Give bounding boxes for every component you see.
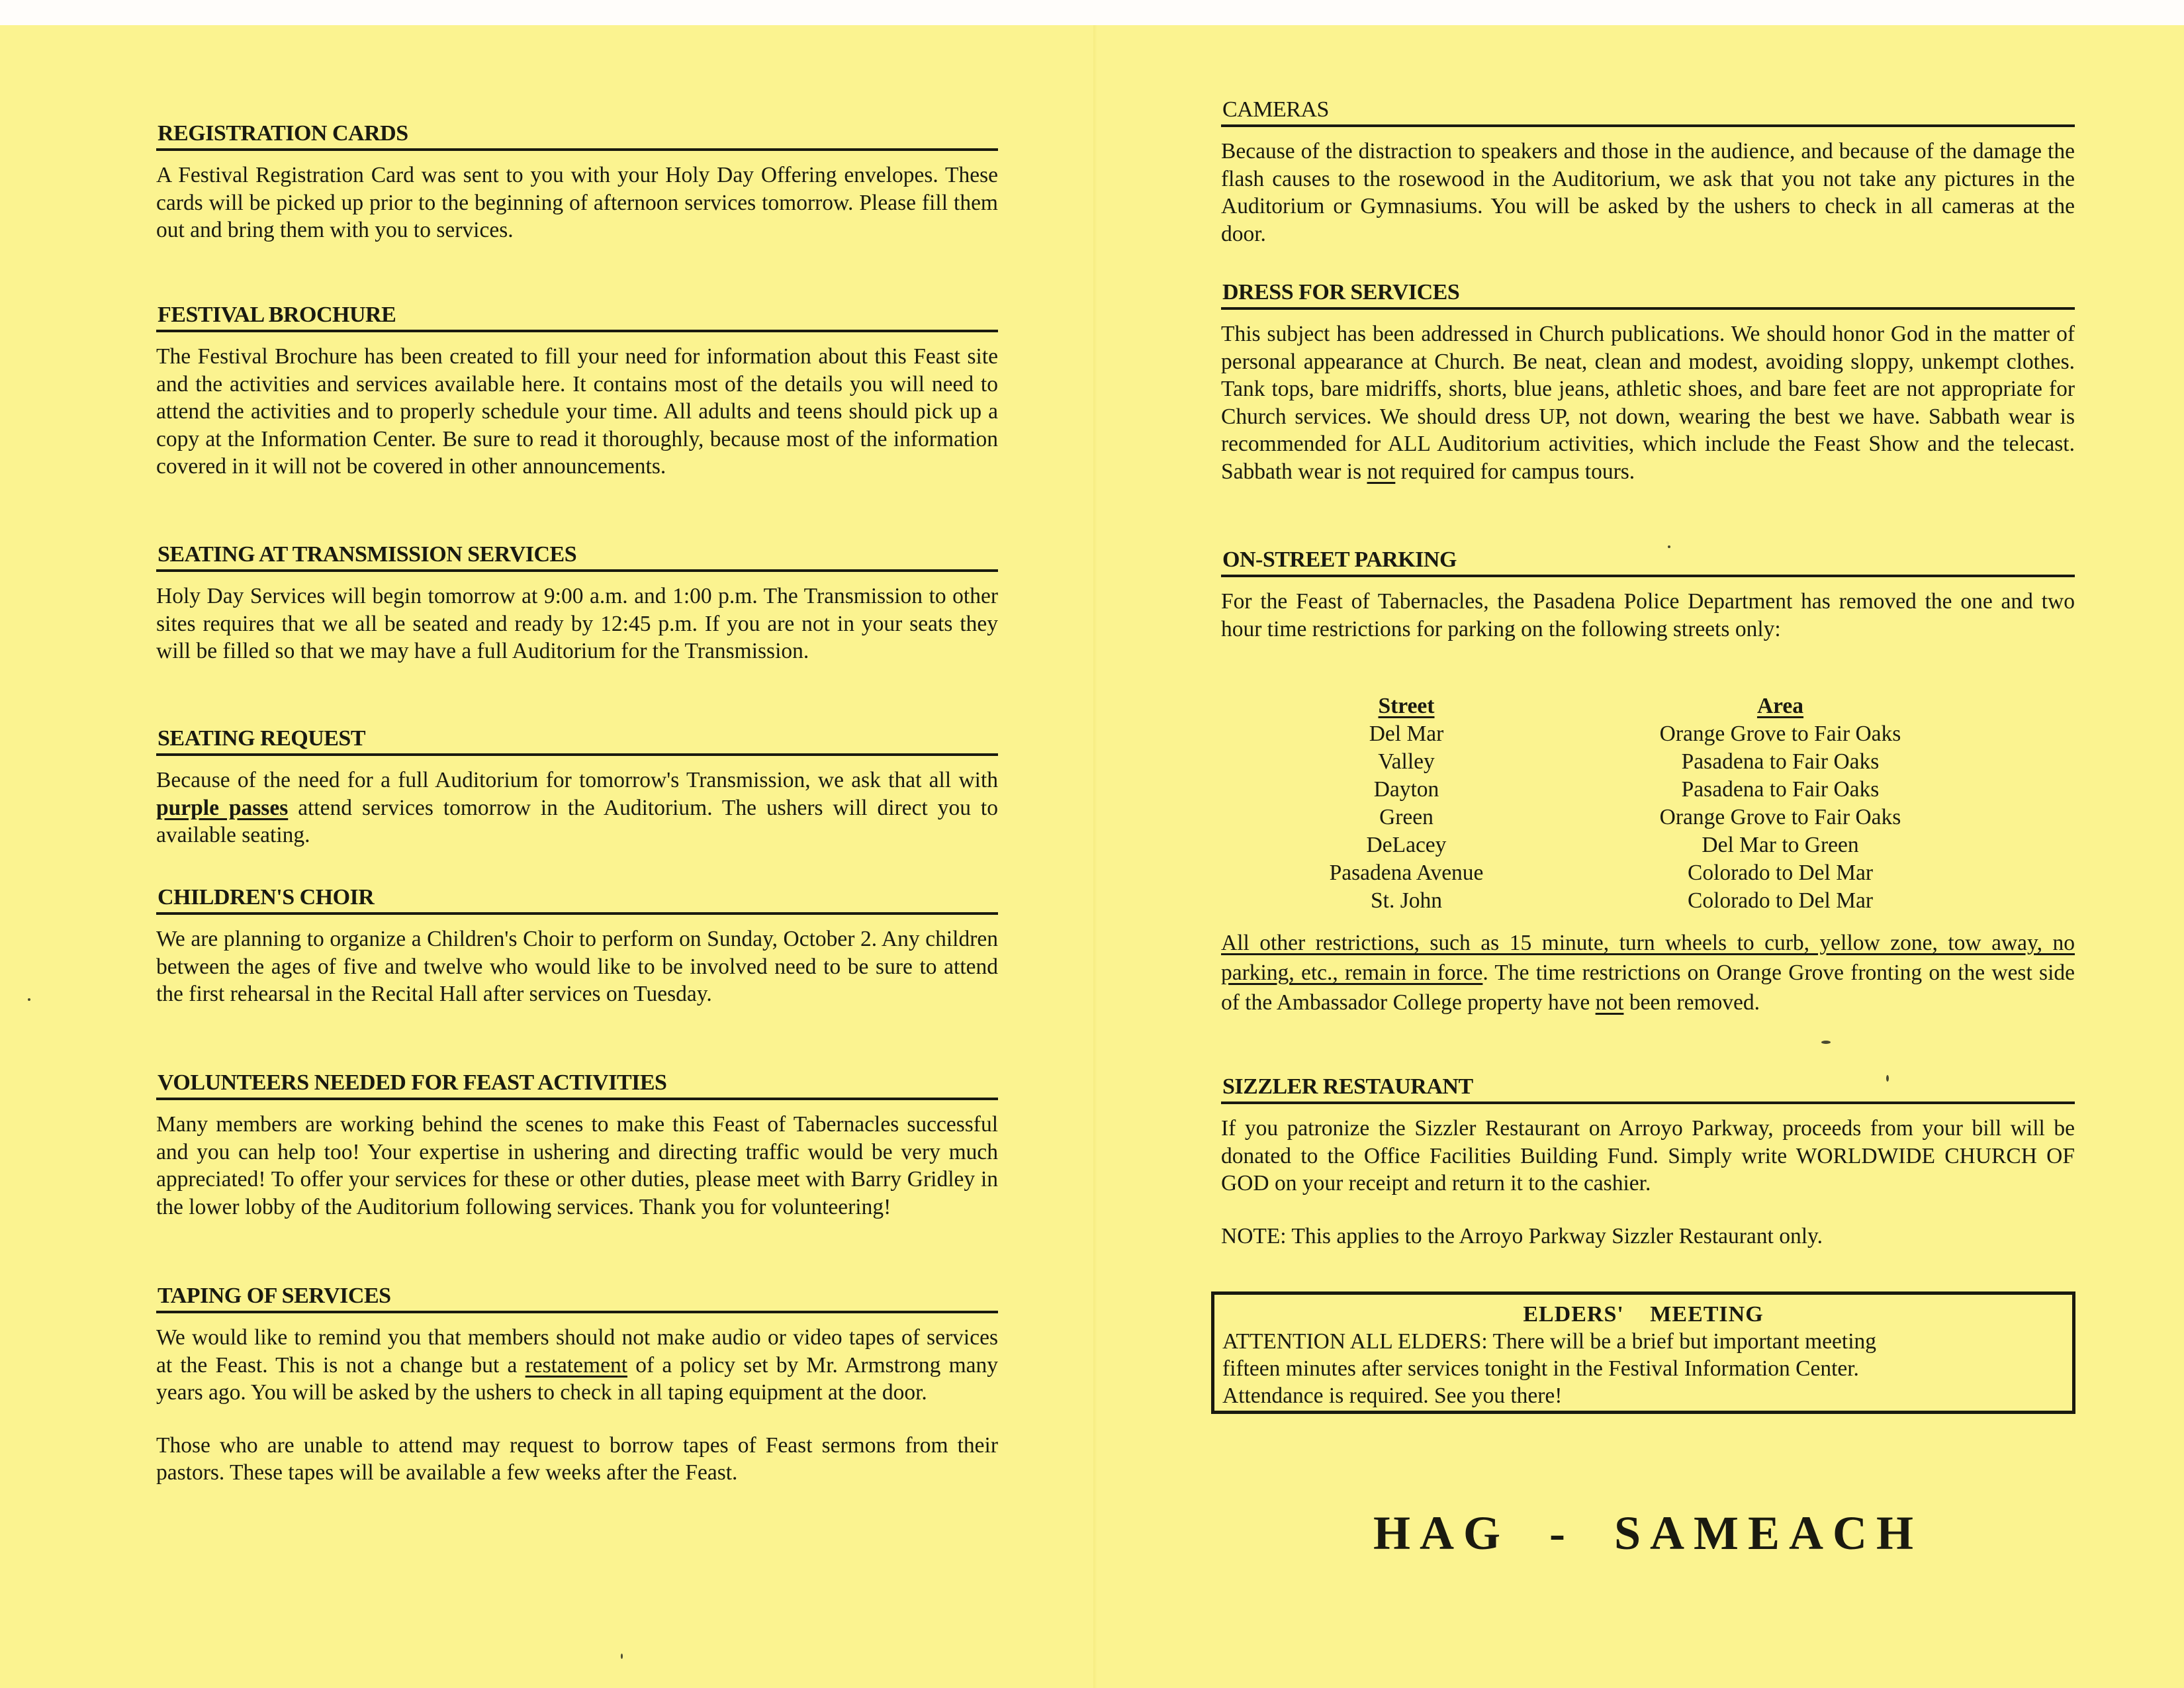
section-cameras (1221, 97, 2075, 248)
section-on-street-parking (1221, 547, 2075, 643)
purple-passes-emphasis: purple passes (156, 795, 289, 820)
area-cell: Orange Grove to Fair Oaks (1659, 722, 1901, 746)
table-row (1221, 831, 2075, 859)
section-body: For the Feast of Tabernacles, the Pasadena Police Department has removed the one and two hour time restrictions for parking on the following streets only: (1221, 589, 2075, 641)
section-childrens-choir (156, 884, 998, 1008)
area-cell: Del Mar to Green (1702, 833, 1859, 857)
section-heading: TAPING OF SERVICES (156, 1283, 998, 1313)
section-parking-restrictions (1221, 928, 2075, 1017)
elders-line-1: ATTENTION ALL ELDERS: There will be a brief but important meeting (1222, 1329, 1877, 1354)
elders-line-2: fifteen minutes after services tonight in the Festival Information Center. (1222, 1356, 1859, 1381)
section-volunteers (156, 1070, 998, 1221)
restrictions-text: All other restrictions, such as 15 minute, turn wheels to curb, yellow zone, tow away, no parking, etc., remain in force. The time restrictions on Orange Grove fronting on the west side of the Ambassador College property have not been removed. (1221, 931, 2075, 1015)
section-body: This subject has been addressed in Church publications. We should honor God in the matter of personal appearance at Church. Be neat, clean and modest, avoiding sloppy, unkempt clothes. Tank tops, bare midriffs, shorts, blue jeans, athletic shoes, and bare feet are not appropriate for Church services. We should dress UP, not down, wearing the best we have. Sabbath wear is recommended for ALL Auditorium activities, which include the Feast Show and the telecast. Sabbath wear is not required for campus tours. (1221, 322, 2075, 484)
restrictions-underlined: All other restrictions, such as 15 minute, turn wheels to curb, yellow zone, tow away, no parking, etc., remain in force (1221, 931, 2075, 985)
section-heading: SIZZLER RESTAURANT (1221, 1074, 2075, 1104)
paper-speck (621, 1654, 623, 1659)
paper-speck (1886, 1075, 1889, 1082)
restatement-emphasis: restatement (525, 1352, 628, 1378)
table-row (1221, 804, 2075, 831)
section-body: We are planning to organize a Children's Choir to perform on Sunday, October 2. Any children between the ages of five and twelve who would like to be involved need to be sure to attend the first rehearsal in the Recital Hall after services on Tuesday. (156, 927, 998, 1006)
table-row (1221, 887, 2075, 915)
section-heading: CHILDREN'S CHOIR (156, 884, 998, 915)
section-seating-request (156, 726, 998, 849)
section-heading: SEATING AT TRANSMISSION SERVICES (156, 541, 998, 572)
page-fold (1093, 25, 1097, 1688)
street-cell: Dayton (1373, 777, 1439, 802)
not-emphasis: not (1367, 459, 1396, 484)
section-body: Because of the distraction to speakers and those in the audience, and because of the damage the flash causes to the rosewood in the Auditorium, we ask that you not take any pictures in the Auditorium or Gymnasiums. You will be asked by the ushers to check in all cameras at the door. (1221, 139, 2075, 246)
section-heading: CAMERAS (1221, 97, 2075, 127)
street-cell: Pasadena Avenue (1329, 861, 1484, 885)
section-heading: VOLUNTEERS NEEDED FOR FEAST ACTIVITIES (156, 1070, 998, 1100)
table-row (1221, 748, 2075, 776)
section-heading: FESTIVAL BROCHURE (156, 302, 998, 332)
table-row (1221, 720, 2075, 748)
section-festival-brochure (156, 302, 998, 481)
section-heading: SEATING REQUEST (156, 726, 998, 756)
section-dress (1221, 279, 2075, 485)
section-body: Many members are working behind the scenes to make this Feast of Tabernacles successful and you can help too! Your expertise in ushering and directing traffic would be very much appreciated! To offer your services for these or other duties, please meet with Barry Gridley in the lower lobby of the Auditorium following services. Thank you for volunteering! (156, 1112, 998, 1219)
section-seating-transmission (156, 541, 998, 665)
section-sizzler (1221, 1074, 2075, 1250)
section-heading: REGISTRATION CARDS (156, 120, 998, 151)
not-removed-emphasis: not (1595, 990, 1624, 1015)
area-cell: Pasadena to Fair Oaks (1681, 749, 1880, 774)
section-registration-cards (156, 120, 998, 244)
bulletin-page (0, 25, 2184, 1688)
elders-meeting-title: ELDERS' MEETING (1523, 1302, 1764, 1327)
table-row (1221, 859, 2075, 887)
elders-line-3: Attendance is required. See you there! (1222, 1383, 1563, 1408)
elders-meeting-box (1211, 1291, 2075, 1414)
section-body: A Festival Registration Card was sent to you with your Holy Day Offering envelopes. These cards will be picked up prior to the beginning of afternoon services tomorrow. Please fill them out and bring them with you to services. (156, 163, 998, 242)
street-cell: DeLacey (1366, 833, 1447, 857)
parking-table-header (1221, 692, 2075, 720)
section-heading: ON-STREET PARKING (1221, 547, 2075, 577)
section-body: If you patronize the Sizzler Restaurant on Arroyo Parkway, proceeds from your bill will be donated to the Office Facilities Building Fund. Simply write WORLDWIDE CHURCH OF GOD on your receipt and return it to the cashier. (1221, 1116, 2075, 1196)
closing-greeting: HAG - SAMEACH (1373, 1507, 1923, 1560)
section-taping (156, 1283, 998, 1487)
section-body: Because of the need for a full Auditorium for tomorrow's Transmission, we ask that all with purple passes attend services tomorrow in the Auditorium. The ushers will direct you to available seating. (156, 768, 998, 847)
section-body: Holy Day Services will begin tomorrow at 9:00 a.m. and 1:00 p.m. The Transmission to other sites requires that we all be seated and ready by 12:45 p.m. If you are not in your seats they will be filled so that we may have a full Auditorium for the Transmission. (156, 584, 998, 663)
section-body: The Festival Brochure has been created to fill your need for information about this Feast site and the activities and services available here. It contains most of the details you will need to attend the activities and to properly schedule your time. All adults and teens should pick up a copy at the Information Center. Be sure to read it thoroughly, because most of the information covered in it will not be covered in other announcements. (156, 344, 998, 479)
table-row (1221, 776, 2075, 804)
column-header-street: Street (1378, 694, 1435, 718)
street-cell: St. John (1371, 888, 1442, 913)
area-cell: Colorado to Del Mar (1687, 888, 1874, 913)
street-cell: Del Mar (1369, 722, 1444, 746)
paper-speck (1668, 545, 1670, 548)
street-cell: Valley (1378, 749, 1435, 774)
paper-speck (28, 998, 30, 1001)
sizzler-note: NOTE: This applies to the Arroyo Parkway Sizzler Restaurant only. (1221, 1223, 1823, 1248)
section-body: We would like to remind you that members should not make audio or video tapes of services at the Feast. This is not a change but a restatement of a policy set by Mr. Armstrong many years ago. You will be asked by the ushers to check in all taping equipment at the door. (156, 1325, 998, 1405)
section-heading: DRESS FOR SERVICES (1221, 279, 2075, 310)
street-cell: Green (1379, 805, 1433, 829)
area-cell: Colorado to Del Mar (1687, 861, 1874, 885)
area-cell: Pasadena to Fair Oaks (1681, 777, 1880, 802)
paper-speck (1821, 1041, 1831, 1044)
section-body-2: Those who are unable to attend may request to borrow tapes of Feast sermons from their pastors. These tapes will be available a few weeks after the Feast. (156, 1432, 998, 1485)
area-cell: Orange Grove to Fair Oaks (1659, 805, 1901, 829)
column-header-area: Area (1756, 694, 1804, 718)
parking-table (1221, 692, 2075, 915)
